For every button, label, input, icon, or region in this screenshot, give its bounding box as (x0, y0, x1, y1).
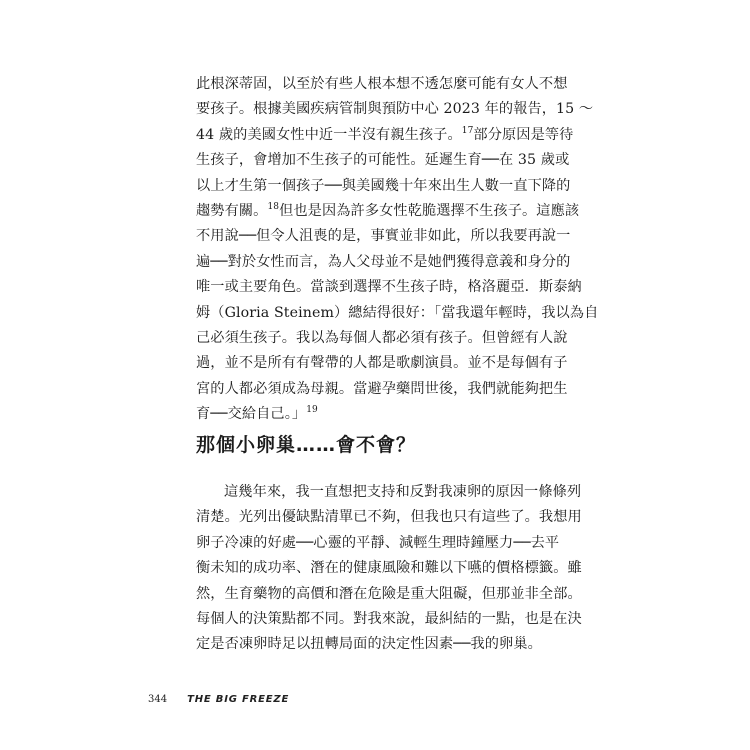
text-line: 要孩子。根據美國疾病管制與預防中心 2023 年的報告，15 ～ (196, 101, 594, 118)
text-line: 己必須生孩子。我以為每個人都必須有孩子。但曾經有人說 (196, 329, 568, 346)
text-segment: 44 歲的美國女性中近一半沒有親生孩子。 (196, 126, 462, 143)
text-segment: 趨勢有關。 (196, 202, 268, 219)
text-segment: 部分原因是等待 (473, 126, 574, 143)
text-line: 生孩子，會增加不生孩子的可能性。延遲生育──在 35 歲或 (196, 152, 570, 169)
body-paragraph-2 (196, 480, 582, 658)
text-line: 清楚。光列出優缺點清單已不夠，但我也只有這些了。我想用 (196, 509, 582, 526)
text-line: 然，生育藥物的高價和潛在危險是重大阻礙，但那並非全部。 (196, 585, 582, 602)
page-footer (148, 694, 289, 705)
text-line: 這幾年來，我一直想把支持和反對我凍卵的原因一條條列 (224, 484, 582, 500)
footnote-ref-18: 18 (267, 201, 280, 212)
text-segment: 育──交給自己。」 (196, 406, 307, 423)
footnote-ref-19: 19 (306, 405, 318, 416)
text-line: 宮的人都必須成為母親。當避孕藥問世後，我們就能夠把生 (196, 380, 568, 397)
text-line: 卵子冷凍的好處──心靈的平靜、減輕生理時鐘壓力──去平 (196, 534, 560, 551)
text-line: 不用說──但令人沮喪的是，事實並非如此，所以我要再說一 (196, 228, 571, 245)
footnote-ref-17: 17 (461, 125, 474, 136)
text-line (196, 402, 559, 427)
page-number: 344 (148, 694, 168, 705)
text-line (196, 199, 580, 224)
text-line (196, 123, 574, 148)
text-line: 姆（Gloria Steinem）總結得很好：「當我還年輕時，我以為自 (196, 304, 599, 321)
text-line: 衡未知的成功率、潛在的健康風險和難以下嚥的價格標籤。雖 (196, 560, 582, 577)
text-line: 以上才生第一個孩子──與美國幾十年來出生人數一直下降的 (196, 177, 571, 194)
text-segment: 但也是因為許多女性乾脆選擇不生孩子。這應該 (279, 202, 580, 219)
section-heading: 那個小卵巢……會不會？ (196, 434, 417, 456)
text-line: 每個人的決策點都不同。對我來說，最糾結的一點，也是在決 (196, 610, 582, 627)
body-paragraph-1 (196, 72, 599, 427)
text-line: 此根深蒂固，以至於有些人根本想不透怎麼可能有女人不想 (196, 76, 568, 92)
text-line: 唯一或主要角色。當談到選擇不生孩子時，格洛麗亞．斯泰納 (196, 279, 582, 296)
text-line: 遍──對於女性而言，為人父母並不是她們獲得意義和身分的 (196, 253, 571, 270)
text-line: 定是否凍卵時足以扭轉局面的決定性因素──我的卵巢。 (196, 636, 542, 653)
running-title: THE BIG FREEZE (187, 694, 290, 705)
text-line: 過，並不是所有有聲帶的人都是歌劇演員。並不是每個有子 (196, 355, 568, 372)
